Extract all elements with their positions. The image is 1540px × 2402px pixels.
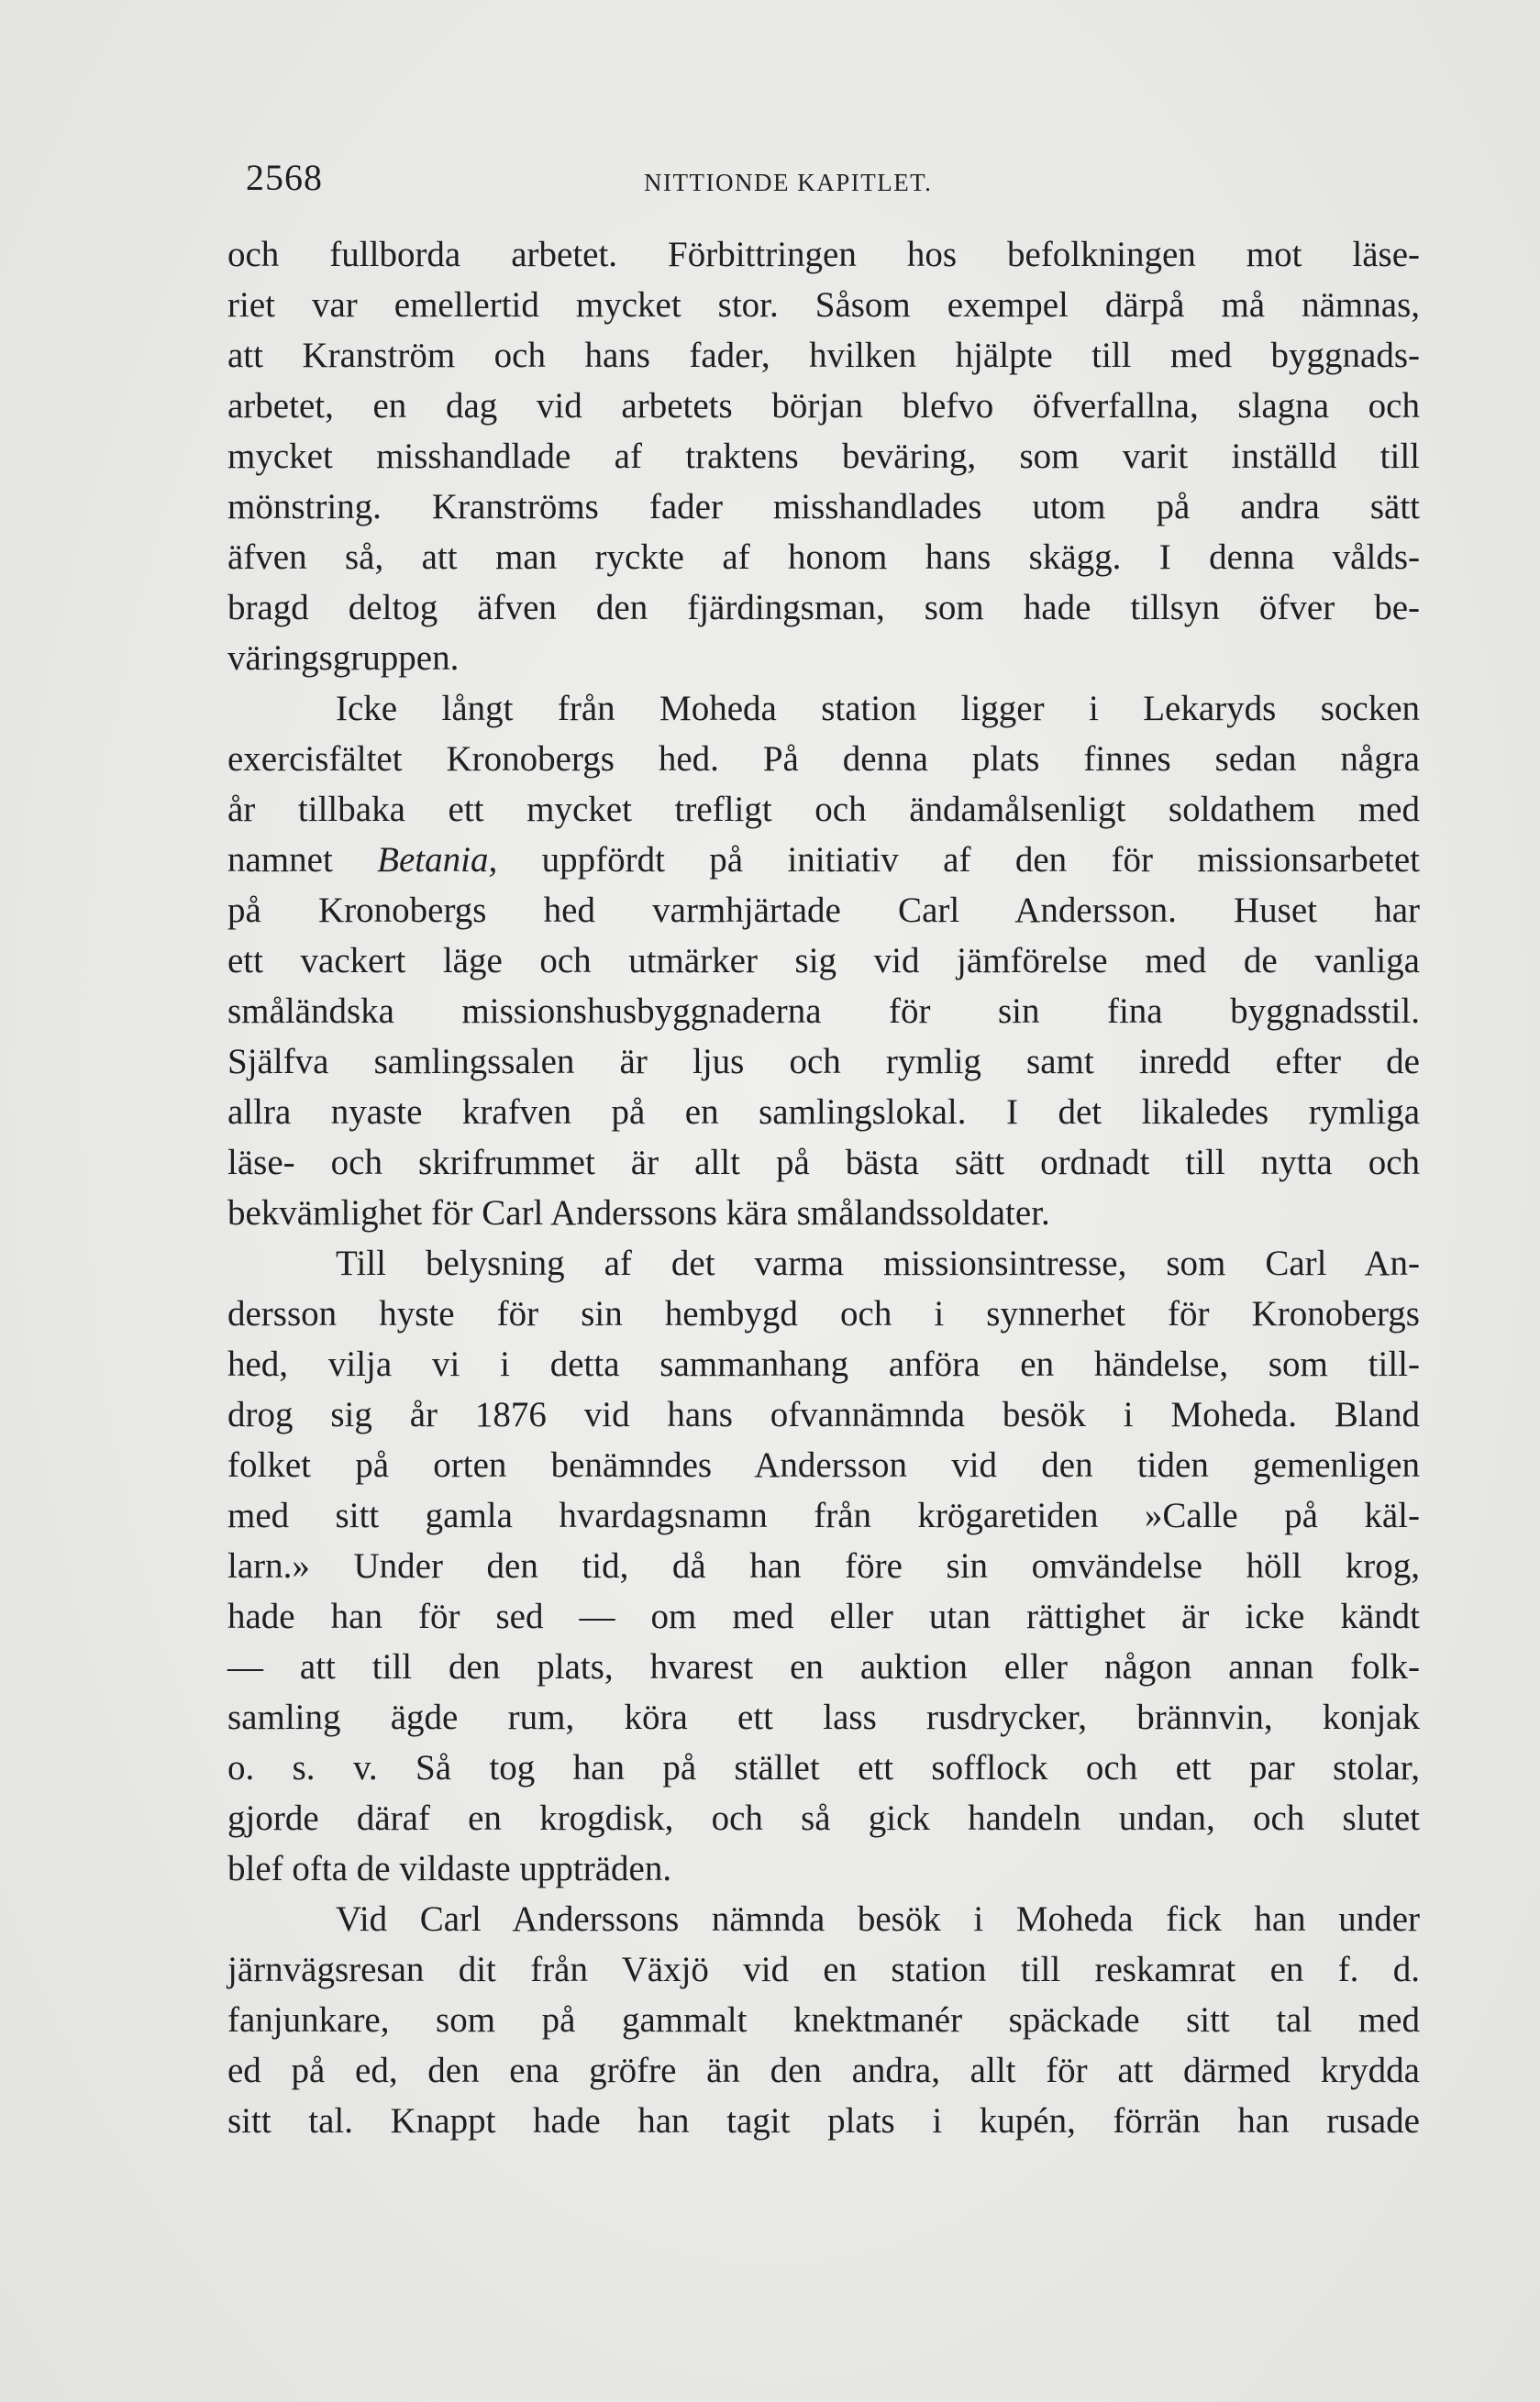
text-line: och fullborda arbetet. Förbittringen hos befolkningen mot läse- [227,235,1420,274]
text-line: Icke långt från Moheda station ligger i Lekaryds socken [336,689,1420,728]
text-segment: uppfördt på initiativ af den för missionsarbetet [497,840,1420,880]
text-line: blef ofta de vildaste uppträden. [227,1849,672,1888]
text-line: äfven så, att man ryckte af honom hans skägg. I denna vålds- [227,537,1420,577]
italic-name-betania: Betania, [377,840,498,880]
text-line: år tillbaka ett mycket trefligt och ändamålsenligt soldathem med [227,790,1420,829]
text-line: dersson hyste för sin hembygd och i synnerhet för Kronobergs [227,1294,1420,1334]
text-line: gjorde däraf en krogdisk, och så gick handeln undan, och slutet [227,1799,1420,1838]
text-line: med sitt gamla hvardagsnamn från krögaretiden »Calle på käl- [227,1496,1420,1535]
body-text [227,229,1420,2146]
running-head: NITTIONDE KAPITLET. [644,169,933,196]
text-line: järnvägsresan dit från Växjö vid en station till reskamrat en f. d. [227,1950,1420,1989]
text-line: läse- och skrifrummet är allt på bästa sätt ordnadt till nytta och [227,1143,1420,1182]
text-line: folket på orten benämndes Andersson vid den tiden gemenligen [227,1445,1420,1485]
text-line: mönstring. Kranströms fader misshandlades utom på andra sätt [227,487,1420,526]
text-line: bekvämlighet för Carl Anderssons kära smålandssoldater. [227,1193,1050,1233]
text-segment: namnet [227,840,378,880]
text-line: väringsgruppen. [227,638,460,678]
page-number: 2568 [246,157,323,198]
text-line: drog sig år 1876 vid hans ofvannämnda besök i Moheda. Bland [227,1395,1420,1434]
text-line: att Kranström och hans fader, hvilken hjälpte till med byggnads- [227,336,1420,375]
text-line: exercisfältet Kronobergs hed. På denna plats finnes sedan några [227,739,1420,779]
text-line: samling ägde rum, köra ett lass rusdrycker, brännvin, konjak [227,1698,1420,1737]
text-line: hed, vilja vi i detta sammanhang anföra en händelse, som till- [227,1345,1420,1384]
text-line: allra nyaste krafven på en samlingslokal. I det likaledes rymliga [227,1092,1420,1132]
text-line: larn.» Under den tid, då han före sin omvändelse höll krog, [227,1546,1420,1586]
text-line: Vid Carl Anderssons nämnda besök i Moheda fick han under [336,1899,1420,1939]
text-line: på Kronobergs hed varmhjärtade Carl Andersson. Huset har [227,891,1420,930]
text-line [227,835,1420,885]
text-line: riet var emellertid mycket stor. Såsom exempel därpå må nämnas, [227,285,1420,325]
text-line: sitt tal. Knappt hade han tagit plats i kupén, förrän han rusade [227,2101,1420,2141]
text-line: fanjunkare, som på gammalt knektmanér späckade sitt tal med [227,2000,1420,2040]
text-line: småländska missionshusbyggnaderna för sin fina byggnadsstil. [227,991,1420,1031]
text-line: — att till den plats, hvarest en auktion eller någon annan folk- [227,1647,1420,1687]
text-line: o. s. v. Så tog han på stället ett sofflock och ett par stolar, [227,1748,1420,1788]
text-line: hade han för sed — om med eller utan rättighet är icke kändt [227,1597,1420,1636]
page-header [246,156,1438,211]
text-line: ed på ed, den ena gröfre än den andra, allt för att därmed krydda [227,2051,1420,2090]
text-line: Själfva samlingssalen är ljus och rymlig samt inredd efter de [227,1042,1420,1081]
text-line: bragd deltog äfven den fjärdingsman, som hade tillsyn öfver be- [227,588,1420,627]
text-line: arbetet, en dag vid arbetets början blefvo öfverfallna, slagna och [227,386,1420,426]
text-line: ett vackert läge och utmärker sig vid jämförelse med de vanliga [227,941,1420,980]
text-line: Till belysning af det varma missionsintresse, som Carl An- [336,1244,1420,1283]
text-line: mycket misshandlade af traktens beväring, som varit inställd till [227,437,1420,476]
